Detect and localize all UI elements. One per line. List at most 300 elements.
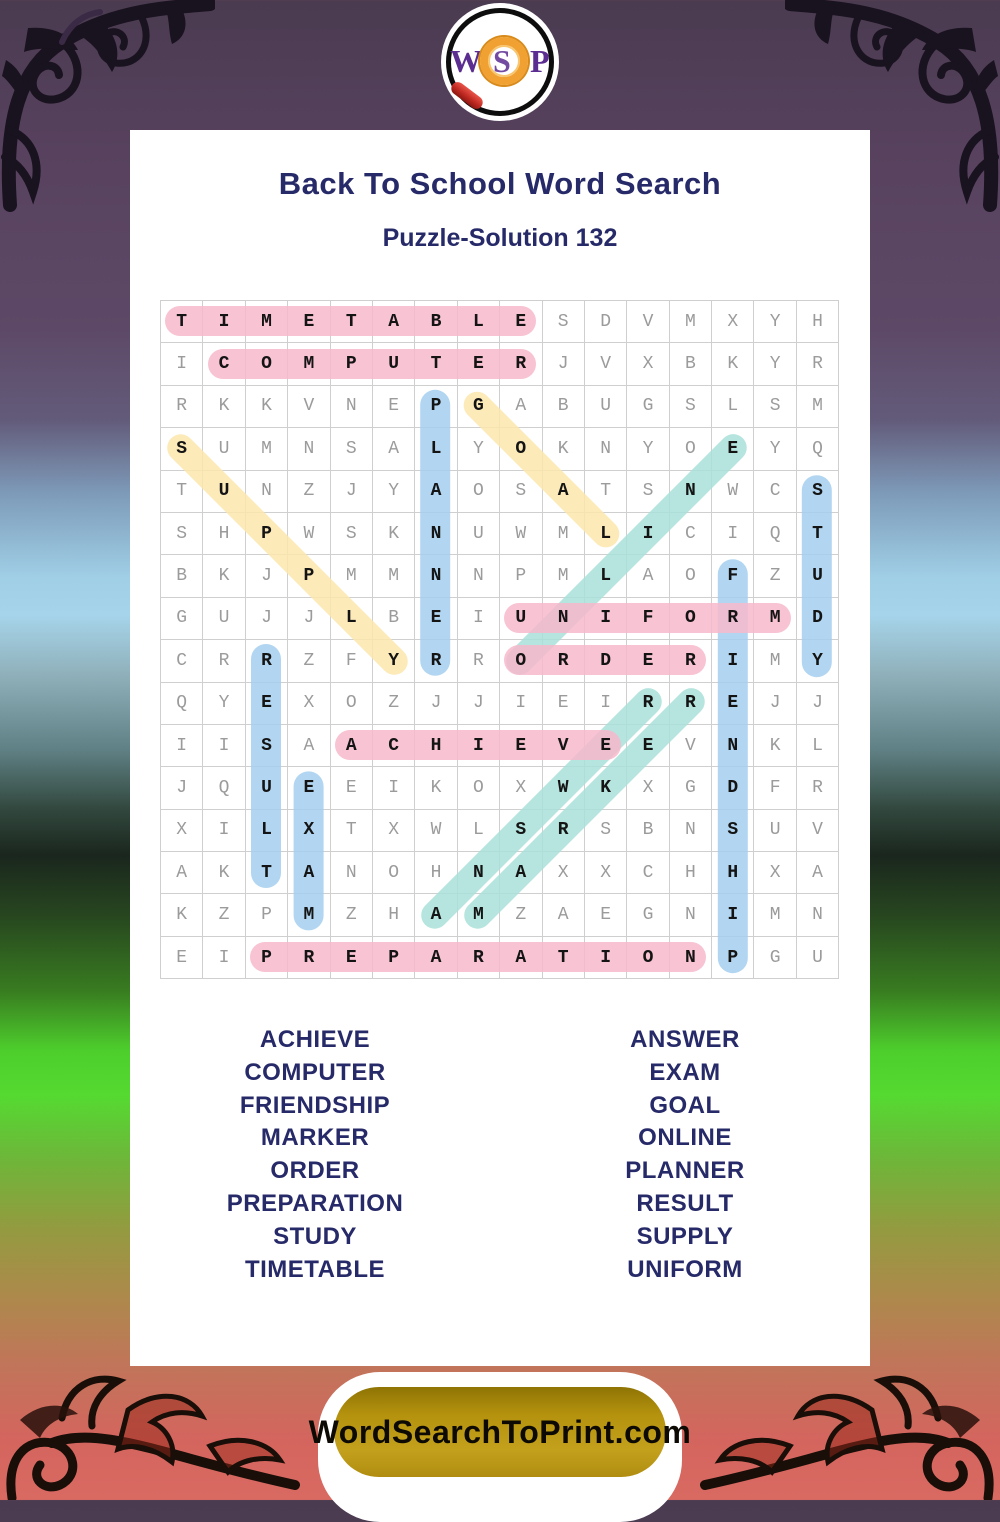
grid-letter: T — [812, 523, 823, 544]
grid-letter: K — [388, 523, 400, 544]
grid-letter: Y — [769, 438, 781, 459]
grid-letter: X — [515, 777, 527, 798]
grid-cell — [161, 598, 203, 640]
grid-cell — [331, 386, 373, 428]
word-list-item: FRIENDSHIP — [239, 1091, 391, 1119]
grid-letter: V — [303, 396, 315, 417]
grid-letter: H — [218, 523, 230, 544]
grid-cell — [331, 894, 373, 936]
grid-letter: A — [557, 905, 569, 926]
grid-letter: S — [684, 396, 696, 417]
grid-letter: R — [218, 650, 230, 671]
grid-cell — [797, 301, 839, 343]
grid-letter: S — [557, 311, 569, 332]
grid-letter: M — [769, 650, 781, 671]
grid-cell — [203, 852, 245, 894]
grid-letter: N — [557, 608, 569, 629]
grid-letter: P — [261, 523, 272, 544]
grid-letter: P — [515, 566, 527, 587]
grid-letter: E — [515, 735, 527, 756]
grid-letter: S — [515, 481, 527, 502]
grid-letter: C — [388, 735, 400, 756]
grid-letter: P — [430, 396, 442, 417]
grid-letter: S — [769, 396, 781, 417]
grid-letter: J — [261, 566, 272, 587]
grid-cell — [373, 513, 415, 555]
word-list-item: RESULT — [636, 1189, 734, 1217]
grid-letter: J — [769, 693, 781, 714]
grid-letter: V — [812, 820, 823, 841]
grid-letter: U — [600, 396, 611, 417]
grid-letter: E — [430, 608, 442, 629]
grid-cell — [670, 767, 712, 809]
grid-letter: X — [642, 354, 654, 375]
grid-letter: F — [642, 608, 654, 629]
word-search-grid — [160, 300, 840, 980]
grid-letter: G — [642, 905, 654, 926]
solution-capsule-computer — [208, 349, 537, 379]
grid-letter: Q — [218, 777, 230, 798]
grid-cell — [203, 640, 245, 682]
grid-letter: N — [345, 396, 357, 417]
grid-letter: A — [812, 862, 823, 883]
word-list-item: PLANNER — [625, 1157, 745, 1185]
grid-cell — [161, 683, 203, 725]
page-title: Back To School Word Search — [278, 166, 722, 201]
grid-letter: I — [727, 523, 739, 544]
grid-letter: O — [388, 862, 400, 883]
grid-letter: R — [557, 650, 569, 671]
grid-letter: Q — [176, 693, 188, 714]
grid-letter: N — [684, 905, 696, 926]
grid-letter: C — [218, 354, 230, 375]
grid-cell — [373, 810, 415, 852]
grid-letter: W — [727, 481, 739, 502]
grid-letter: I — [515, 693, 527, 714]
grid-letter: H — [684, 862, 696, 883]
grid-letter: O — [684, 438, 696, 459]
grid-cell — [670, 852, 712, 894]
grid-cell — [500, 555, 542, 597]
grid-cell — [585, 386, 627, 428]
grid-letter: N — [430, 523, 442, 544]
grid-letter: K — [176, 905, 188, 926]
grid-cell — [203, 555, 245, 597]
grid-letter: I — [727, 905, 739, 926]
grid-letter: B — [176, 566, 188, 587]
grid-letter: M — [261, 311, 272, 332]
grid-letter: I — [176, 735, 188, 756]
grid-letter: E — [600, 735, 611, 756]
grid-letter: P — [261, 905, 272, 926]
grid-cell — [670, 386, 712, 428]
grid-cell — [161, 640, 203, 682]
grid-letter: I — [218, 947, 230, 968]
grid-letter: O — [345, 693, 357, 714]
grid-letter: U — [218, 608, 230, 629]
grid-letter: I — [218, 311, 230, 332]
website-url: WordSearchToPrint.com — [308, 1413, 692, 1450]
corner-ornament-bottom-left — [0, 1350, 300, 1500]
grid-cell — [331, 513, 373, 555]
grid-cell — [670, 555, 712, 597]
grid-letter: E — [303, 777, 315, 798]
grid-cell — [161, 555, 203, 597]
grid-letter: N — [430, 566, 442, 587]
grid-letter: J — [430, 693, 442, 714]
grid-letter: X — [642, 777, 654, 798]
grid-cell — [627, 386, 669, 428]
grid-letter: A — [557, 481, 569, 502]
grid-letter: L — [261, 820, 272, 841]
grid-cell — [670, 301, 712, 343]
grid-letter: T — [176, 481, 188, 502]
grid-cell — [754, 471, 796, 513]
grid-letter: J — [812, 693, 823, 714]
grid-cell — [373, 894, 415, 936]
grid-letter: U — [388, 354, 400, 375]
grid-cell — [585, 852, 627, 894]
grid-letter: M — [769, 608, 781, 629]
logo-letter-w: W — [450, 43, 482, 79]
grid-letter: M — [769, 905, 781, 926]
grid-letter: Y — [642, 438, 654, 459]
grid-cell — [797, 428, 839, 470]
grid-letter: R — [684, 693, 696, 714]
grid-cell — [754, 767, 796, 809]
grid-letter: W — [303, 523, 315, 544]
grid-letter: G — [769, 947, 781, 968]
grid-cell — [458, 683, 500, 725]
grid-letter: A — [388, 438, 400, 459]
grid-cell — [373, 471, 415, 513]
grid-letter: S — [345, 438, 357, 459]
grid-letter: M — [303, 354, 315, 375]
grid-letter: B — [430, 311, 442, 332]
grid-letter: A — [430, 905, 442, 926]
grid-cell — [627, 894, 669, 936]
grid-letter: V — [557, 735, 569, 756]
grid-letter: Z — [218, 905, 230, 926]
grid-cell — [288, 386, 330, 428]
grid-letter: O — [684, 566, 696, 587]
grid-letter: I — [473, 735, 484, 756]
grid-letter: Z — [769, 566, 781, 587]
grid-cell — [203, 386, 245, 428]
grid-letter: J — [345, 481, 357, 502]
grid-letter: R — [176, 396, 188, 417]
grid-cell — [543, 343, 585, 385]
grid-letter: L — [473, 311, 484, 332]
grid-letter: S — [600, 820, 611, 841]
grid-letter: A — [515, 396, 527, 417]
grid-cell — [458, 471, 500, 513]
grid-cell — [712, 386, 754, 428]
grid-letter: E — [345, 947, 357, 968]
word-list-item: STUDY — [273, 1222, 357, 1250]
grid-cell — [754, 343, 796, 385]
grid-letter: R — [812, 777, 823, 798]
grid-letter: Y — [473, 438, 484, 459]
grid-cell — [373, 555, 415, 597]
grid-letter: G — [473, 396, 484, 417]
grid-letter: T — [557, 947, 569, 968]
grid-letter: K — [727, 354, 739, 375]
grid-letter: S — [642, 481, 654, 502]
grid-cell — [373, 852, 415, 894]
grid-letter: O — [515, 438, 527, 459]
grid-letter: L — [727, 396, 739, 417]
grid-letter: E — [600, 905, 611, 926]
grid-letter: G — [176, 608, 188, 629]
grid-letter: A — [345, 735, 357, 756]
grid-cell — [754, 555, 796, 597]
grid-letter: I — [600, 608, 611, 629]
grid-letter: E — [388, 396, 400, 417]
word-list-right-column — [500, 1024, 870, 1286]
grid-cell — [627, 852, 669, 894]
wsp-logo — [441, 3, 559, 121]
grid-cell — [754, 301, 796, 343]
grid-letter: G — [642, 396, 654, 417]
grid-letter: V — [642, 311, 654, 332]
grid-letter: U — [473, 523, 484, 544]
grid-letter: F — [345, 650, 357, 671]
word-list-item: ORDER — [270, 1157, 360, 1185]
grid-letter: H — [430, 862, 442, 883]
grid-letter: I — [388, 777, 400, 798]
grid-letter: T — [345, 820, 357, 841]
website-button[interactable] — [308, 1387, 692, 1477]
grid-letter: Q — [812, 438, 823, 459]
grid-cell — [246, 428, 288, 470]
grid-letter: R — [684, 650, 696, 671]
grid-cell — [203, 725, 245, 767]
grid-letter: U — [812, 947, 823, 968]
logo-letter-p: P — [530, 43, 550, 79]
grid-cell — [331, 683, 373, 725]
grid-letter: I — [218, 820, 230, 841]
grid-cell — [331, 471, 373, 513]
grid-letter: J — [261, 608, 272, 629]
grid-cell — [203, 683, 245, 725]
grid-letter: Z — [345, 905, 357, 926]
grid-letter: Y — [769, 354, 781, 375]
grid-letter: A — [515, 947, 527, 968]
grid-cell — [754, 852, 796, 894]
word-list-item: GOAL — [649, 1091, 721, 1119]
grid-letter: K — [218, 396, 230, 417]
grid-letter: K — [261, 396, 272, 417]
grid-cell — [500, 683, 542, 725]
grid-cell — [797, 683, 839, 725]
grid-letter: Y — [812, 650, 823, 671]
grid-letter: I — [176, 354, 188, 375]
grid-letter: L — [473, 820, 484, 841]
grid-cell — [288, 725, 330, 767]
grid-cell — [712, 513, 754, 555]
grid-letter: E — [727, 693, 739, 714]
grid-letter: A — [176, 862, 188, 883]
grid-cell — [331, 852, 373, 894]
grid-letter: N — [684, 481, 696, 502]
grid-letter: K — [769, 735, 781, 756]
grid-letter: W — [430, 820, 442, 841]
grid-letter: E — [176, 947, 188, 968]
grid-cell — [627, 301, 669, 343]
word-list-item: ACHIEVE — [259, 1026, 371, 1053]
grid-letter: X — [303, 693, 315, 714]
grid-letter: N — [684, 947, 696, 968]
grid-cell — [543, 894, 585, 936]
page-subtitle: Puzzle-Solution 132 — [382, 224, 618, 252]
grid-cell — [458, 640, 500, 682]
grid-letter: X — [557, 862, 569, 883]
grid-cell — [331, 767, 373, 809]
grid-cell — [288, 640, 330, 682]
grid-letter: U — [218, 481, 230, 502]
magnifier-glass-icon — [480, 37, 528, 85]
grid-letter: L — [600, 523, 611, 544]
word-list-item: SUPPLY — [636, 1222, 734, 1250]
grid-letter: M — [261, 438, 272, 459]
puzzle-card — [130, 130, 870, 1366]
grid-letter: L — [345, 608, 357, 629]
grid-letter: E — [261, 693, 272, 714]
grid-letter: Y — [769, 311, 781, 332]
grid-letter: X — [303, 820, 315, 841]
grid-letter: M — [684, 311, 696, 332]
grid-letter: S — [176, 523, 188, 544]
grid-letter: L — [600, 566, 611, 587]
grid-letter: C — [176, 650, 188, 671]
grid-letter: S — [515, 820, 527, 841]
grid-cell — [712, 343, 754, 385]
grid-letter: G — [684, 777, 696, 798]
grid-cell — [627, 810, 669, 852]
grid-letter: C — [642, 862, 654, 883]
grid-cell — [203, 598, 245, 640]
grid-letter: E — [515, 311, 527, 332]
grid-letter: X — [388, 820, 400, 841]
grid-letter: Y — [218, 693, 230, 714]
grid-cell — [331, 428, 373, 470]
word-list-item: ONLINE — [638, 1124, 732, 1152]
grid-letter: T — [600, 481, 611, 502]
grid-letter: I — [218, 735, 230, 756]
grid-cell — [797, 894, 839, 936]
grid-letter: X — [600, 862, 611, 883]
grid-letter: U — [261, 777, 272, 798]
grid-letter: R — [473, 650, 484, 671]
grid-cell — [161, 343, 203, 385]
grid-letter: A — [515, 862, 527, 883]
grid-letter: R — [473, 947, 484, 968]
grid-letter: N — [684, 820, 696, 841]
grid-letter: B — [557, 396, 569, 417]
grid-cell — [161, 937, 203, 979]
grid-letter: Y — [388, 650, 400, 671]
grid-letter: N — [812, 905, 823, 926]
grid-letter: O — [261, 354, 272, 375]
grid-letter: F — [769, 777, 781, 798]
grid-letter: P — [388, 947, 400, 968]
grid-letter: A — [388, 311, 400, 332]
grid-letter: L — [812, 735, 823, 756]
grid-letter: B — [684, 354, 696, 375]
grid-cell — [458, 598, 500, 640]
grid-letter: W — [557, 777, 569, 798]
grid-letter: S — [345, 523, 357, 544]
grid-letter: E — [642, 735, 654, 756]
grid-letter: D — [727, 777, 739, 798]
corner-ornament-bottom-right — [700, 1350, 1000, 1500]
word-list — [130, 1024, 870, 1286]
grid-letter: Z — [388, 693, 400, 714]
grid-letter: A — [430, 947, 442, 968]
grid-cell — [543, 301, 585, 343]
word-list-item: EXAM — [649, 1058, 721, 1086]
grid-cell — [288, 683, 330, 725]
grid-cell — [161, 725, 203, 767]
grid-cell — [627, 343, 669, 385]
grid-letter: V — [600, 354, 611, 375]
grid-cell — [415, 810, 457, 852]
grid-letter: D — [600, 311, 611, 332]
grid-cell — [161, 513, 203, 555]
grid-cell — [373, 386, 415, 428]
grid-cell — [161, 386, 203, 428]
grid-letter: M — [557, 523, 569, 544]
grid-letter: D — [600, 650, 611, 671]
grid-letter: C — [769, 481, 781, 502]
grid-cell — [161, 852, 203, 894]
grid-cell — [331, 810, 373, 852]
grid-letter: Y — [388, 481, 400, 502]
grid-letter: P — [303, 566, 315, 587]
word-list-item: PREPARATION — [226, 1189, 404, 1217]
grid-cell — [373, 683, 415, 725]
grid-cell — [161, 767, 203, 809]
grid-letter: R — [430, 650, 442, 671]
grid-letter: O — [515, 650, 527, 671]
grid-cell — [246, 386, 288, 428]
grid-cell — [458, 513, 500, 555]
grid-letter: T — [261, 862, 272, 883]
grid-cell — [754, 725, 796, 767]
grid-letter: T — [176, 311, 188, 332]
grid-letter: I — [600, 693, 611, 714]
grid-letter: S — [261, 735, 272, 756]
grid-letter: R — [557, 820, 569, 841]
grid-letter: S — [176, 438, 188, 459]
grid-letter: M — [388, 566, 400, 587]
grid-cell — [203, 810, 245, 852]
grid-letter: R — [303, 947, 315, 968]
grid-letter: U — [218, 438, 230, 459]
grid-letter: H — [388, 905, 400, 926]
grid-letter: I — [727, 650, 739, 671]
grid-letter: O — [642, 947, 654, 968]
grid-cell — [585, 428, 627, 470]
solution-capsule-result — [251, 644, 281, 888]
grid-letter: J — [176, 777, 188, 798]
grid-cell — [415, 683, 457, 725]
grid-cell — [754, 386, 796, 428]
grid-cell — [585, 301, 627, 343]
grid-letter: I — [600, 947, 611, 968]
grid-letter: S — [727, 820, 739, 841]
